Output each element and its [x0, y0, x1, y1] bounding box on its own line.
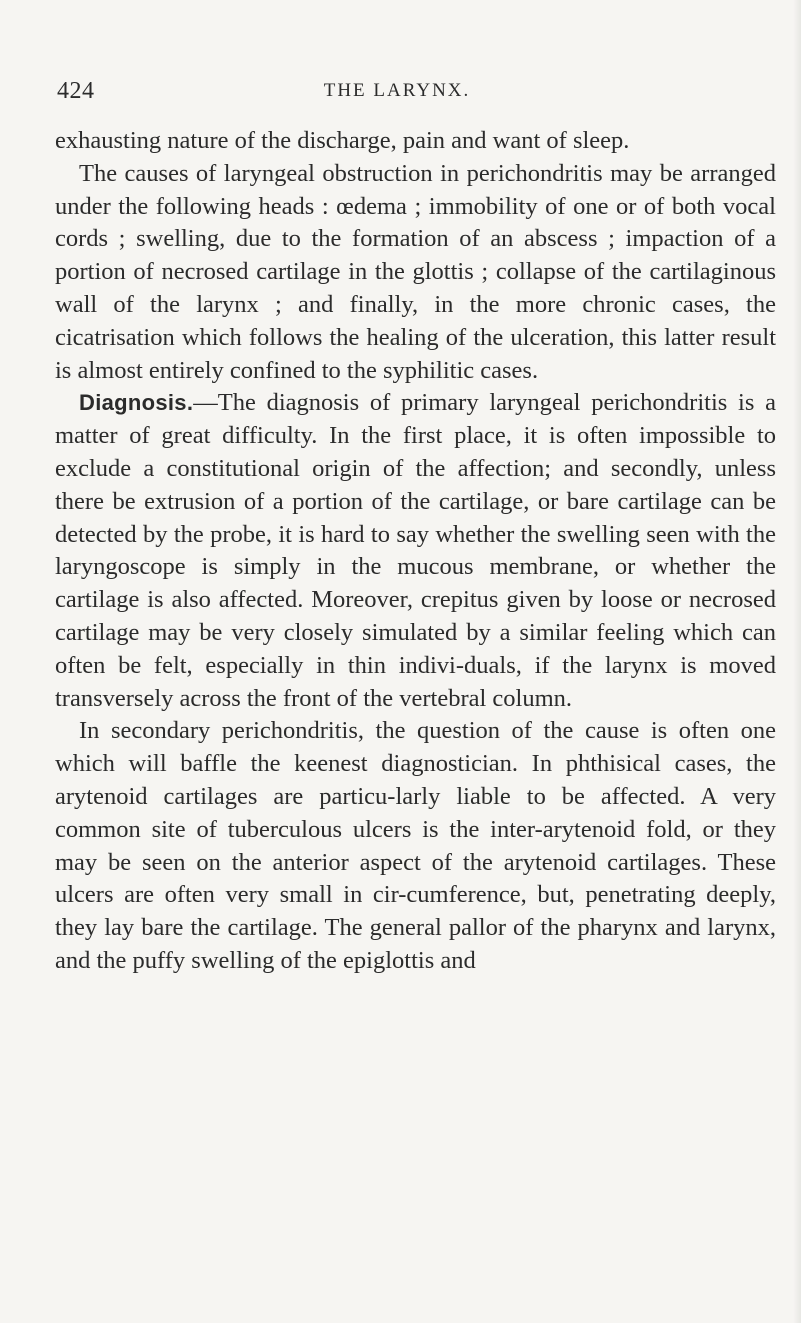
paragraph-text: The causes of laryngeal obstruction in perichondritis may be arranged under the following heads : œdema ; immobility of one or of both vocal cords ; swelling, due to the formation of an abscess ; impaction of a portion of necrosed cartilage in the glottis ; collapse of the cartilaginous wall of the larynx ; and finally, in the more chronic cases, the cicatrisation which follows the healing of the ulceration, this latter result is almost entirely confined to the syphilitic cases.: [55, 159, 776, 384]
running-head: [57, 78, 777, 110]
paragraph-text: In secondary perichondritis, the question of the cause is often one which will baffle the keenest diagnostician. In phthisical cases, the arytenoid cartilages are particu-larly liable to be affected. A very common site of tuberculous ulcers is the inter-arytenoid fold, or they may be seen on the anterior aspect of the arytenoid cartilages. These ulcers are often very small in cir-cumference, but, penetrating deeply, they lay bare the cartilage. The general pallor of the pharynx and larynx, and the puffy swelling of the epiglottis and: [55, 717, 776, 974]
paragraph-continued: [55, 125, 776, 158]
paragraph-causes: [55, 158, 776, 388]
paragraph-text: exhausting nature of the discharge, pain and want of sleep.: [55, 127, 630, 154]
body-text: [55, 125, 776, 978]
paragraph-diagnosis: [55, 387, 776, 715]
paragraph-text: —The diagnosis of primary laryngeal perichondritis is a matter of great difficulty. In the first place, it is often impossible to exclude a constitutional origin of the affection; and secondly, unless there be extrusion of a portion of the cartilage, or bare cartilage can be detected by the probe, it is hard to say whether the swelling seen with the laryngoscope is simply in the mucous membrane, or whether the cartilage is also affected. Moreover, crepitus given by loose or necrosed cartilage may be very closely simulated by a similar feeling which can often be felt, especially in thin indivi-duals, if the larynx is moved transversely across the front of the vertebral column.: [55, 389, 776, 712]
paragraph-secondary: [55, 715, 776, 977]
section-heading: Diagnosis.: [79, 390, 194, 416]
running-head-title: THE LARYNX.: [323, 80, 471, 101]
page-edge-shadow: [793, 0, 801, 1323]
page-number: 424: [57, 78, 95, 104]
